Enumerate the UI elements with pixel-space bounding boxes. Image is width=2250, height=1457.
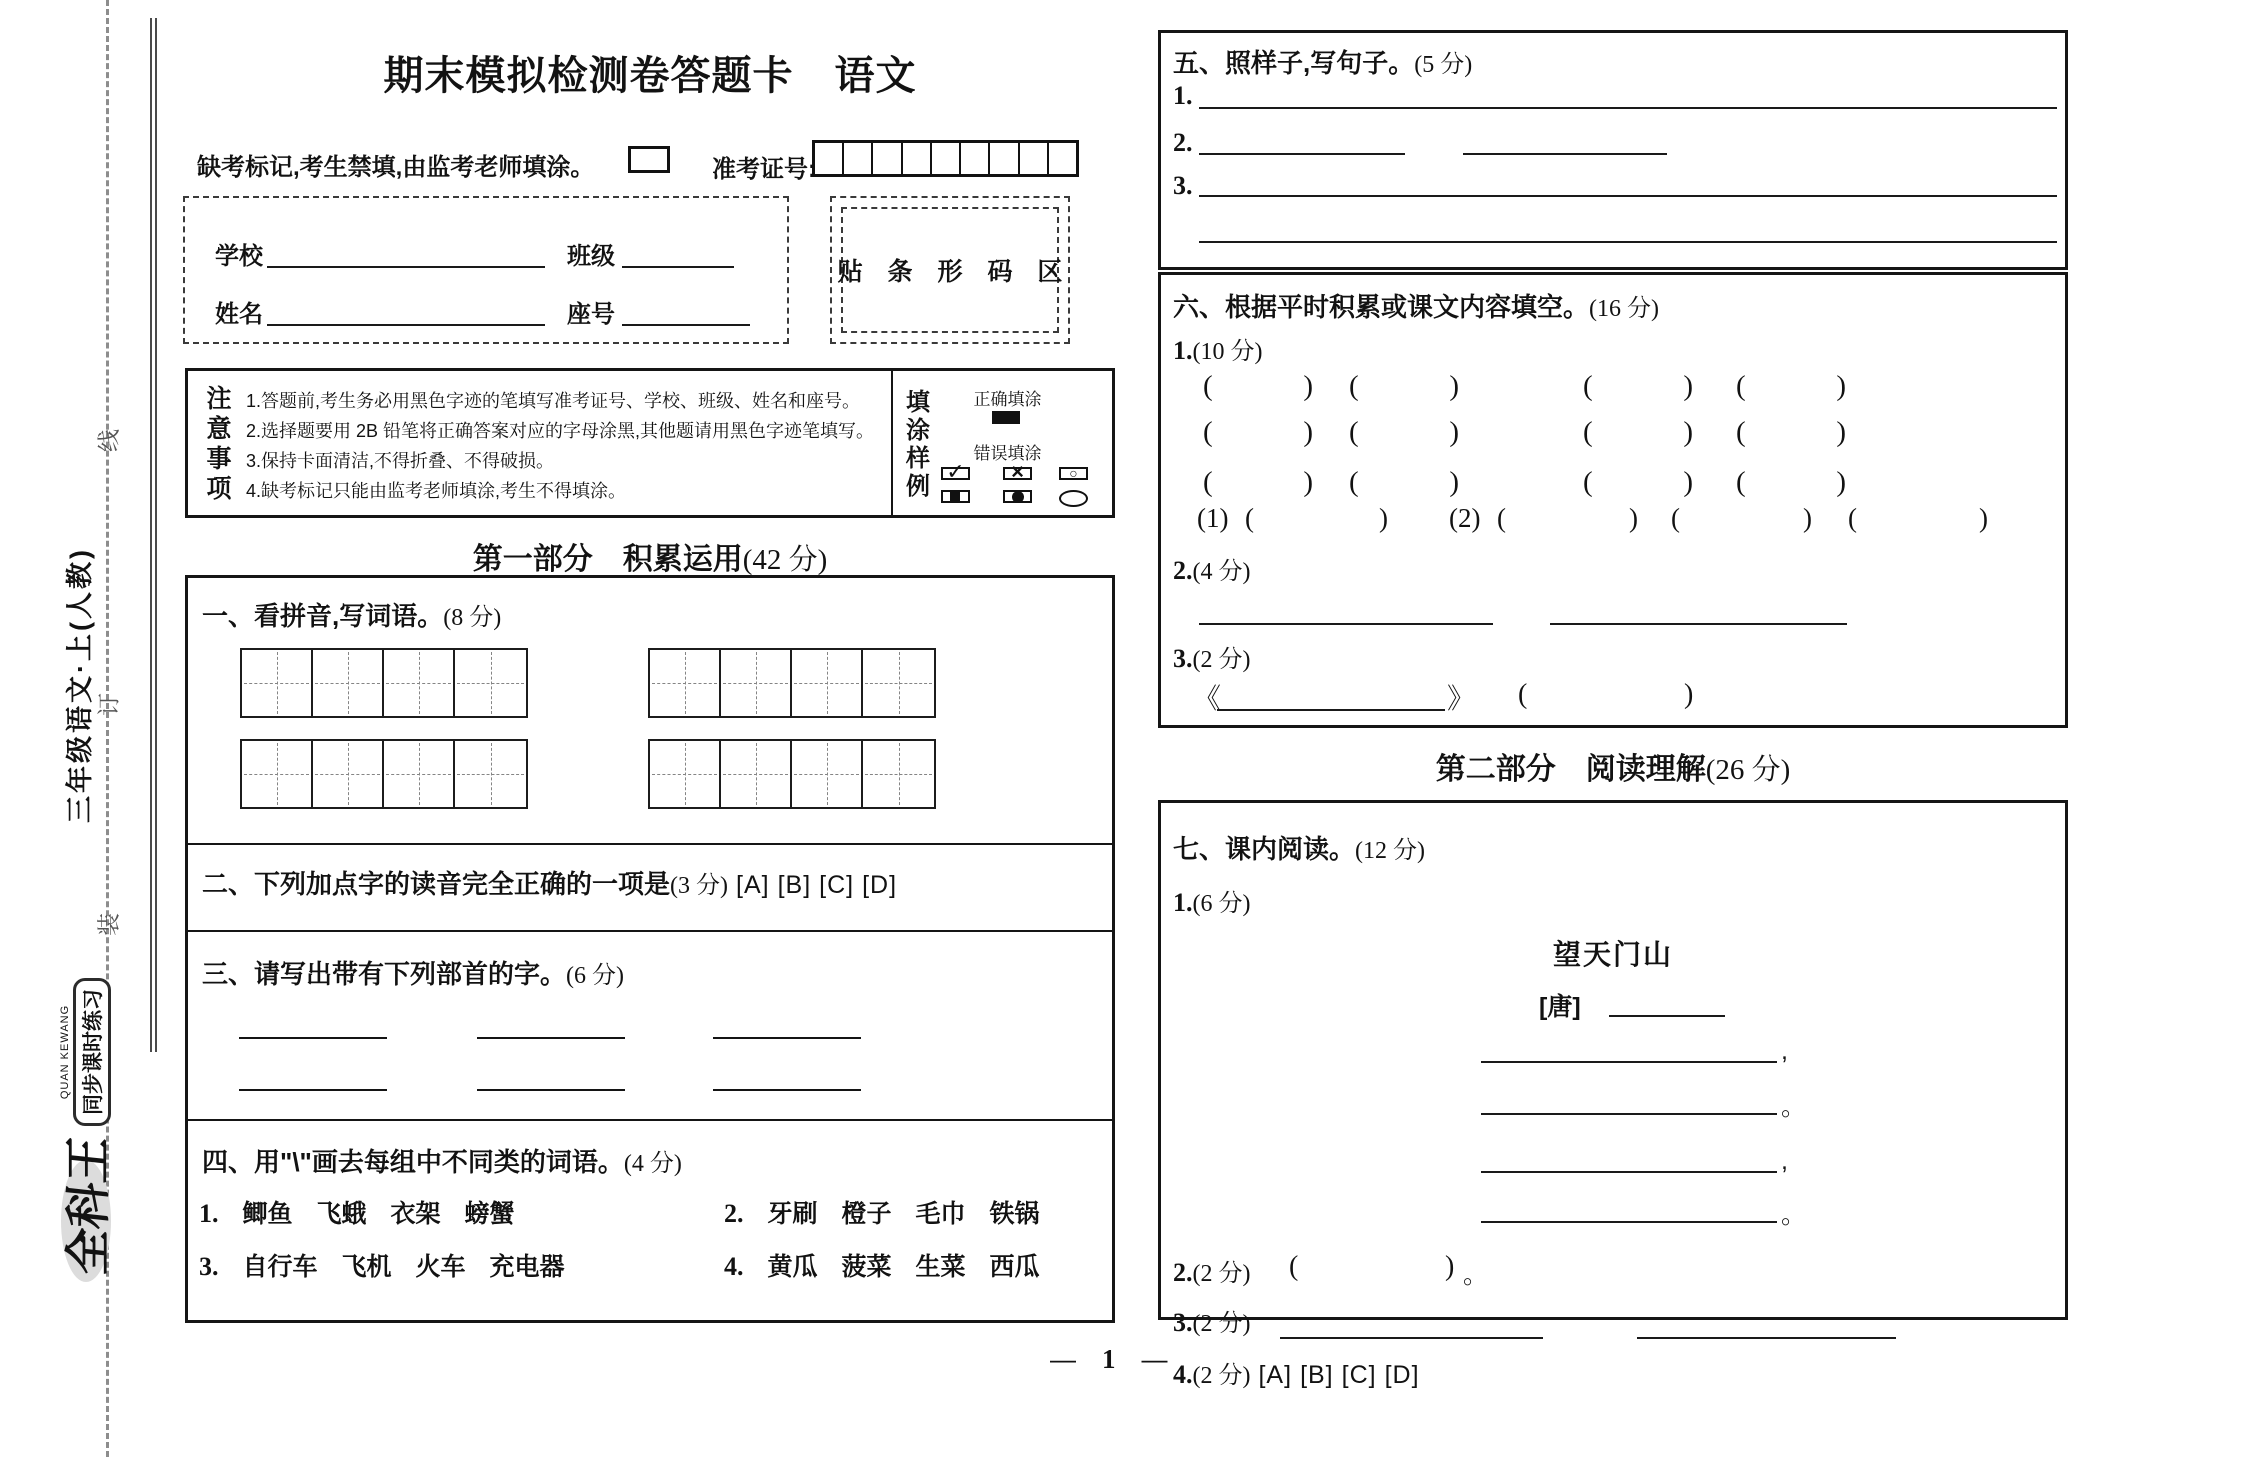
group-number: 2. — [724, 1199, 744, 1228]
fill-sample-title-char: 例 — [906, 473, 930, 500]
wrong-fill-label: 错误填涂 — [973, 444, 1042, 463]
section-divider — [188, 843, 1112, 845]
close-paren: ) — [1979, 503, 1988, 533]
exam-number-cell[interactable] — [873, 143, 902, 174]
choice-option-a[interactable]: [A] — [1258, 1361, 1293, 1389]
fill-sample-title-char: 样 — [906, 445, 930, 472]
section7-box — [1158, 800, 2068, 1389]
word-item[interactable]: 牙刷 — [767, 1200, 818, 1228]
open-paren: ( — [1583, 416, 1593, 448]
exam-number-cell[interactable] — [903, 143, 932, 174]
writing-cell[interactable] — [721, 650, 792, 716]
close-paren: ) — [1449, 466, 1459, 498]
close-paren: ) — [1379, 503, 1388, 533]
open-paren[interactable]: ( — [1518, 679, 1528, 710]
notice-title-char: 项 — [206, 475, 232, 503]
wrong-fill-circle-box — [1059, 464, 1088, 481]
notice-items — [246, 386, 874, 506]
correct-fill-label: 正确填涂 — [973, 390, 1042, 409]
choice-option-b[interactable]: [B] — [777, 871, 812, 899]
blank-parens[interactable] — [1736, 416, 1846, 449]
book-title-open-bracket: 《 — [1193, 684, 1222, 715]
word-item[interactable]: 自行车 — [242, 1253, 318, 1281]
blank-parens[interactable] — [1203, 466, 1313, 499]
item-number — [1173, 331, 1262, 366]
footer-dash: — — [1141, 1344, 1168, 1374]
item-number-text: 2. — [1173, 1258, 1193, 1287]
poem-punctuation: 。 — [1781, 1093, 1807, 1121]
word-item[interactable]: 充电器 — [489, 1253, 565, 1281]
wrong-fill-half-box — [941, 490, 970, 503]
poem-author-blank[interactable] — [1609, 1015, 1725, 1017]
item-number — [1173, 551, 1250, 586]
writing-cell[interactable] — [455, 650, 526, 716]
word-group — [724, 1247, 1040, 1283]
section5-label: 五、照样子,写句子。 — [1173, 48, 1415, 78]
open-paren[interactable]: ( — [1497, 503, 1506, 533]
poem-punctuation: 。 — [1781, 1201, 1807, 1229]
book-edition-label: 三年级语文·上(人教) — [65, 547, 95, 823]
item-row — [1173, 1355, 1420, 1390]
part1-heading — [185, 534, 1115, 578]
logo-pinyin-text: QUAN KEWANG — [59, 1004, 71, 1100]
open-paren: ( — [1203, 370, 1213, 402]
choice-option-a[interactable]: [A] — [736, 871, 770, 899]
close-paren: ) — [1303, 370, 1313, 402]
blank-parens-row — [1161, 416, 2065, 456]
pinyin-writing-grid — [240, 739, 528, 809]
section7-score: (12 分) — [1355, 838, 1425, 864]
blank-parens[interactable] — [1203, 370, 1313, 403]
item-score: (2 分) — [1192, 1261, 1251, 1287]
writing-cell[interactable] — [792, 741, 863, 807]
absent-mark-label: 缺考标记,考生禁填,由监考老师填涂。 — [197, 154, 595, 181]
open-paren[interactable]: ( — [1848, 503, 1857, 533]
writing-cell[interactable] — [650, 741, 721, 807]
notice-title-char: 注 — [206, 385, 232, 413]
fill-sample-title-char: 填 — [906, 389, 930, 416]
item-number — [1173, 1303, 1250, 1338]
student-info-box — [183, 196, 789, 344]
open-paren[interactable]: ( — [1245, 503, 1254, 533]
answer-blank[interactable] — [1463, 153, 1667, 155]
section6-score: (16 分) — [1589, 296, 1659, 322]
answer-blank[interactable] — [1280, 1337, 1543, 1339]
binding-char: 订 — [95, 693, 122, 716]
section6-label: 六、根据平时积累或课文内容填空。 — [1173, 292, 1590, 322]
answer-blank[interactable] — [1637, 1337, 1896, 1339]
logo-brand-text: 全科王 — [63, 1133, 114, 1278]
part1-box — [185, 575, 1115, 1323]
blank-parens[interactable] — [1349, 416, 1459, 449]
section7-heading — [1173, 829, 1425, 866]
wrong-fill-cross-box — [1003, 458, 1032, 484]
word-group — [724, 1194, 1040, 1230]
blank-parens[interactable] — [1583, 416, 1693, 449]
writing-cell[interactable] — [384, 650, 455, 716]
section1-label: 一、看拼音,写词语。 — [202, 601, 444, 631]
section1-score: (8 分) — [443, 605, 502, 631]
choice-option-d[interactable]: [D] — [1384, 1361, 1420, 1389]
word-item[interactable]: 橙子 — [841, 1200, 892, 1228]
group-number: 1. — [199, 1199, 219, 1228]
section5-box — [1158, 30, 2068, 270]
section6-box — [1158, 272, 2068, 728]
exam-number-cell[interactable] — [844, 143, 873, 174]
answer-blank[interactable] — [477, 1037, 625, 1039]
item-number — [1173, 639, 1250, 674]
notice-vertical-divider — [891, 368, 893, 518]
group-number: 4. — [724, 1252, 744, 1281]
item-score: (2 分) — [1192, 1363, 1251, 1389]
item-number-text: 2. — [1173, 556, 1193, 585]
school-label: 学校 — [215, 243, 263, 270]
blank-parens[interactable] — [1349, 466, 1459, 499]
absent-mark-checkbox[interactable] — [628, 146, 670, 173]
wrong-fill-check-box — [941, 458, 970, 484]
footer-dash: — — [1050, 1344, 1076, 1374]
page-title: 期末模拟检测卷答题卡 语文 — [383, 54, 917, 98]
word-item[interactable]: 飞机 — [341, 1253, 392, 1281]
section3-label: 三、请写出带有下列部首的字。 — [202, 959, 567, 989]
answer-blank[interactable] — [477, 1089, 625, 1091]
item-number: 3. — [1173, 171, 1193, 200]
word-item[interactable]: 铁锅 — [989, 1200, 1040, 1228]
word-item[interactable]: 毛巾 — [915, 1200, 966, 1228]
poem-line-blank[interactable] — [1481, 1061, 1777, 1063]
item-number-text: 1. — [1173, 888, 1193, 917]
word-item[interactable]: 火车 — [415, 1253, 466, 1281]
seat-blank[interactable] — [622, 324, 750, 326]
barcode-area-box — [830, 196, 1070, 344]
blank-parens[interactable] — [1583, 370, 1693, 403]
item-number-text: 3. — [1173, 1308, 1193, 1337]
section4-label: 四、用"\"画去每组中不同类的词语。 — [202, 1147, 624, 1177]
item-score: (2 分) — [1192, 1311, 1251, 1337]
open-paren: ( — [1736, 370, 1746, 402]
section4-heading — [202, 1142, 682, 1179]
class-label: 班级 — [567, 243, 615, 270]
section3-heading — [202, 954, 624, 991]
answer-blank[interactable] — [1199, 241, 2057, 243]
exam-number-cell[interactable] — [1020, 143, 1049, 174]
wrong-fill-ellipse-box — [1059, 490, 1088, 507]
notice-item: 2.选择题要用 2B 铅笔将正确答案对应的字母涂黑,其他题请用黑色字迹笔填写。 — [246, 421, 875, 441]
close-paren: ) — [1629, 503, 1638, 533]
sentence-period: 。 — [1463, 1261, 1489, 1289]
item-score: (6 分) — [1192, 891, 1251, 917]
choice-option-d[interactable]: [D] — [862, 871, 898, 899]
section1-heading — [202, 596, 501, 633]
item-score: (2 分) — [1192, 647, 1251, 673]
check-mark-icon: ✓ — [946, 458, 965, 484]
writing-cell[interactable] — [650, 650, 721, 716]
section7-label: 七、课内阅读。 — [1173, 834, 1356, 864]
binding-char: 线 — [95, 429, 122, 452]
open-paren: ( — [1203, 416, 1213, 448]
part2-heading-text: 第二部分 阅读理解 — [1435, 753, 1706, 786]
word-item[interactable]: 衣架 — [390, 1200, 441, 1228]
notice-item: 3.保持卡面清洁,不得折叠、不得破损。 — [246, 451, 555, 471]
page-footer — [1050, 1344, 1168, 1375]
notice-item: 1.答题前,考生务必用黑色字迹的笔填写准考证号、学校、班级、姓名和座号。 — [246, 391, 861, 411]
close-paren: ) — [1803, 503, 1812, 533]
open-paren: ( — [1736, 466, 1746, 498]
book-title-close-bracket: 》 — [1447, 684, 1476, 715]
writing-cell[interactable] — [863, 650, 934, 716]
section4-score: (4 分) — [623, 1151, 682, 1177]
answer-blank[interactable] — [1199, 107, 2057, 109]
section3-score: (6 分) — [566, 963, 624, 989]
item-number — [1173, 1253, 1250, 1288]
poem-punctuation: , — [1781, 1147, 1788, 1175]
numbered-parens-row — [1161, 503, 2065, 543]
exam-number-cell[interactable] — [932, 143, 961, 174]
part1-heading-text: 第一部分 积累运用 — [472, 543, 743, 576]
poem-line-blank[interactable] — [1481, 1221, 1777, 1223]
close-paren: ) — [1683, 416, 1693, 448]
item-score: (4 分) — [1192, 559, 1251, 585]
seat-label: 座号 — [567, 301, 615, 328]
writing-cell[interactable] — [242, 650, 313, 716]
sub-item-marker: (1) — [1197, 503, 1229, 533]
answer-blank[interactable] — [239, 1037, 387, 1039]
page-number: 1 — [1102, 1344, 1116, 1374]
logo-series-badge: 同步课时练习 — [73, 978, 111, 1126]
section6-heading — [1173, 287, 1659, 324]
section2-score: (3 分) — [670, 873, 728, 899]
name-blank[interactable] — [267, 324, 545, 326]
item-number: 1. — [1173, 81, 1193, 110]
writing-cell[interactable] — [242, 741, 313, 807]
pinyin-writing-grid — [648, 648, 936, 718]
exam-number-label: 准考证号: — [712, 156, 816, 183]
item-number-text: 4. — [1173, 1360, 1193, 1389]
notice-title-char: 事 — [206, 445, 232, 473]
close-paren: ) — [1836, 370, 1846, 402]
class-blank[interactable] — [622, 266, 734, 268]
blank-parens[interactable] — [1349, 370, 1459, 403]
answer-blank[interactable] — [1199, 623, 1493, 625]
writing-cell[interactable] — [313, 741, 384, 807]
poem-title: 望天门山 — [1552, 939, 1673, 970]
exam-number-grid — [812, 140, 1079, 177]
writing-cell[interactable] — [455, 741, 526, 807]
close-paren: ) — [1303, 466, 1313, 498]
choice-option-c[interactable]: [C] — [819, 871, 855, 899]
open-paren[interactable]: ( — [1289, 1251, 1299, 1282]
notice-title-vertical — [204, 384, 234, 504]
close-paren: ) — [1836, 416, 1846, 448]
close-paren: ) — [1683, 466, 1693, 498]
open-paren: ( — [1583, 370, 1593, 402]
notice-item: 4.缺考标记只能由监考老师填涂,考生不得填涂。 — [246, 481, 627, 501]
word-item[interactable]: 鲫鱼 — [242, 1200, 293, 1228]
exam-number-cell[interactable] — [1049, 143, 1076, 174]
word-item[interactable]: 西瓜 — [989, 1253, 1040, 1281]
section-divider — [188, 930, 1112, 932]
open-paren[interactable]: ( — [1671, 503, 1680, 533]
item-number-text: 1. — [1173, 336, 1193, 365]
blob-fill-shape — [1012, 491, 1024, 503]
part2-heading-score: (26 分) — [1705, 754, 1791, 786]
blank-parens-row — [1161, 466, 2065, 506]
school-blank[interactable] — [267, 266, 545, 268]
exam-number-cell[interactable] — [990, 143, 1019, 174]
open-paren: ( — [1349, 466, 1359, 498]
exam-number-cell[interactable] — [815, 143, 844, 174]
close-paren: ) — [1684, 679, 1694, 710]
barcode-area-label: 贴 条 形 码 区 — [837, 258, 1072, 286]
answer-blank[interactable] — [239, 1089, 387, 1091]
binding-char: 装 — [95, 913, 122, 936]
notice-box — [185, 368, 1115, 518]
close-paren: ) — [1449, 416, 1459, 448]
blank-parens[interactable] — [1736, 370, 1846, 403]
poem-line-blank[interactable] — [1481, 1113, 1777, 1115]
circle-mark-icon: ○ — [1069, 464, 1078, 481]
item-number: 2. — [1173, 128, 1193, 157]
half-fill-shape — [950, 492, 960, 501]
close-paren: ) — [1303, 416, 1313, 448]
poem-line-blank[interactable] — [1481, 1171, 1777, 1173]
answer-blank[interactable] — [1199, 195, 2057, 197]
notice-title-char: 意 — [206, 415, 232, 443]
pinyin-writing-grid — [240, 648, 528, 718]
answer-blank[interactable] — [1199, 153, 1405, 155]
name-label: 姓名 — [215, 301, 263, 328]
blank-parens[interactable] — [1736, 466, 1846, 499]
correct-fill-mark — [992, 411, 1020, 424]
section2-heading — [202, 864, 897, 901]
fill-sample-title-char: 涂 — [906, 417, 930, 444]
writing-cell[interactable] — [863, 741, 934, 807]
choice-option-b[interactable]: [B] — [1300, 1361, 1334, 1389]
word-item[interactable]: 黄瓜 — [767, 1253, 818, 1281]
answer-blank[interactable] — [713, 1037, 861, 1039]
open-paren: ( — [1583, 466, 1593, 498]
item-number — [1173, 883, 1250, 918]
word-item[interactable]: 菠菜 — [841, 1253, 892, 1281]
writing-cell[interactable] — [384, 741, 455, 807]
wrong-fill-blob-box — [1003, 490, 1032, 503]
blank-parens-row — [1161, 370, 2065, 410]
section5-heading — [1173, 43, 1472, 80]
close-paren: ) — [1449, 370, 1459, 402]
pinyin-writing-grid — [648, 739, 936, 809]
writing-cell[interactable] — [721, 741, 792, 807]
open-paren: ( — [1349, 416, 1359, 448]
close-paren: ) — [1836, 466, 1846, 498]
section5-score: (5 分) — [1414, 52, 1473, 78]
barcode-inner-box — [837, 207, 1072, 333]
book-title-blank[interactable] — [1217, 709, 1445, 711]
answer-blank[interactable] — [713, 1089, 861, 1091]
cross-mark-icon: × — [1011, 458, 1024, 484]
part2-heading — [1158, 744, 2068, 788]
section-divider — [188, 1119, 1112, 1121]
writing-cell[interactable] — [792, 650, 863, 716]
writing-cell[interactable] — [313, 650, 384, 716]
blank-parens[interactable] — [1583, 466, 1693, 499]
section2-label: 二、下列加点字的读音完全正确的一项是 — [202, 869, 671, 899]
publisher-logo — [53, 974, 117, 1278]
open-paren: ( — [1203, 466, 1213, 498]
item-number-text: 3. — [1173, 644, 1193, 673]
part1-heading-score: (42 分) — [742, 544, 828, 576]
exam-number-cell[interactable] — [961, 143, 990, 174]
poem-dynasty-label: [唐] — [1539, 993, 1581, 1021]
open-paren: ( — [1736, 416, 1746, 448]
open-paren: ( — [1349, 370, 1359, 402]
word-group — [199, 1247, 565, 1283]
close-paren: ) — [1683, 370, 1693, 402]
group-number: 3. — [199, 1252, 219, 1281]
choice-option-c[interactable]: [C] — [1341, 1361, 1377, 1389]
item-score: (10 分) — [1192, 339, 1263, 365]
poem-punctuation: , — [1781, 1037, 1788, 1065]
sub-item-marker: (2) — [1449, 503, 1481, 533]
word-item[interactable]: 螃蟹 — [464, 1200, 515, 1228]
word-group — [199, 1194, 515, 1230]
double-rule-divider — [150, 18, 157, 1052]
word-item[interactable]: 生菜 — [915, 1253, 966, 1281]
answer-blank[interactable] — [1550, 623, 1847, 625]
blank-parens[interactable] — [1203, 416, 1313, 449]
close-paren: ) — [1445, 1251, 1455, 1282]
word-item[interactable]: 飞蛾 — [316, 1200, 367, 1228]
